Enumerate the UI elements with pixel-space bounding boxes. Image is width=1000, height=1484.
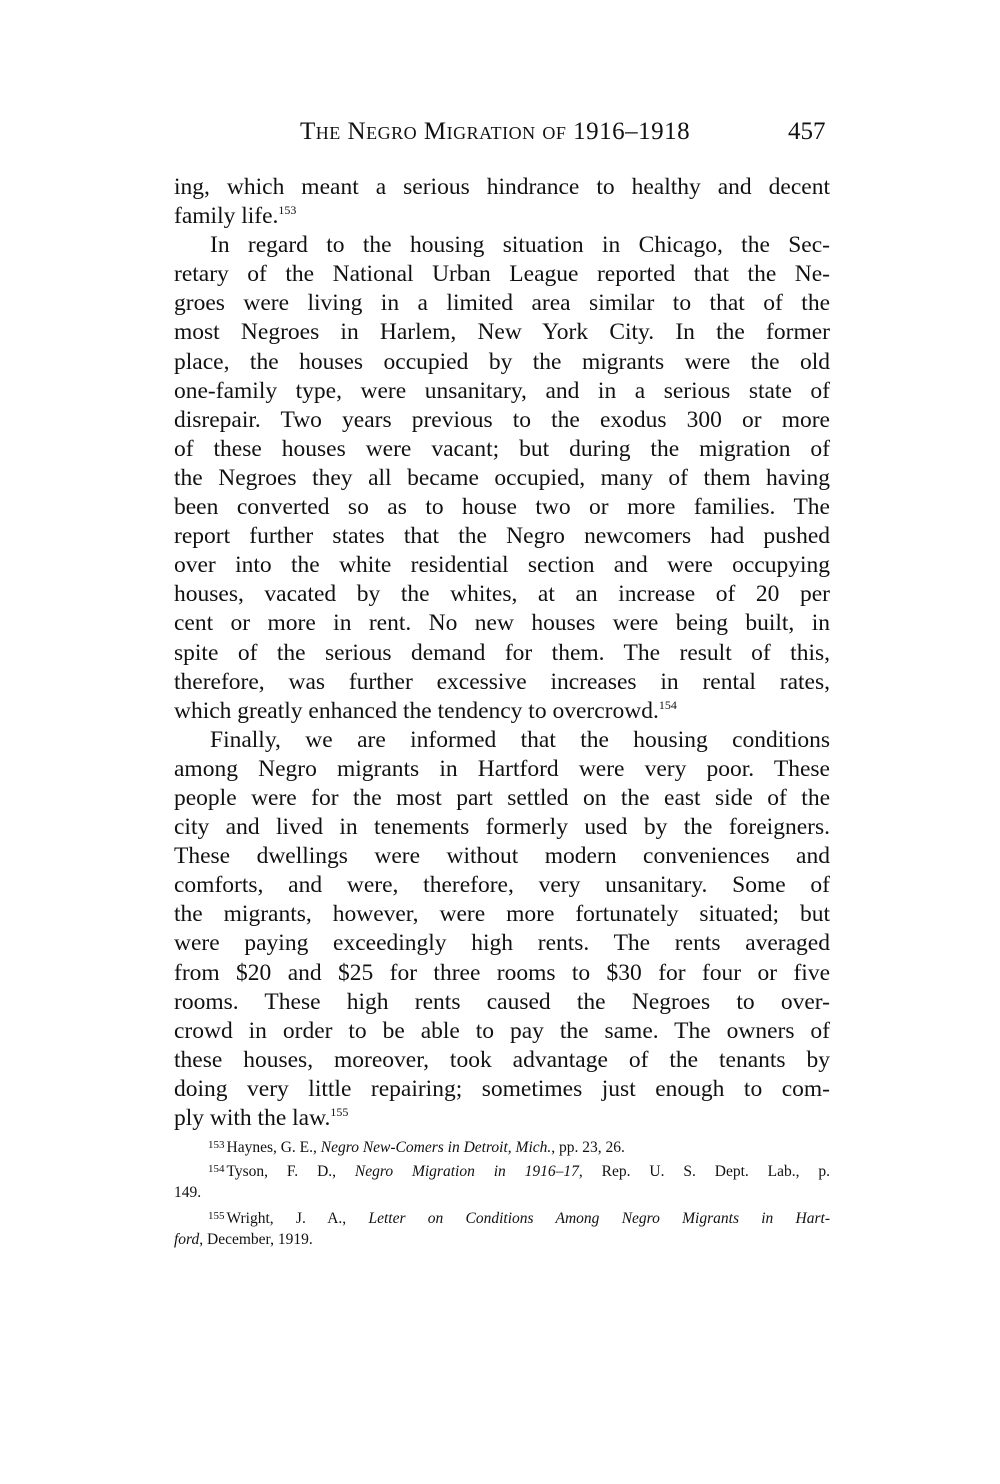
text-line-content: ply with the law. xyxy=(174,1105,331,1131)
text-line: city and lived in tenements formerly used by the foreigners. xyxy=(174,814,830,841)
text-line: In regard to the housing situation in Chicago, the Sec- xyxy=(210,232,830,259)
text-line: Finally, we are informed that the housing conditions xyxy=(210,726,830,753)
footnote-154 xyxy=(174,1158,830,1182)
text-line: cent or more in rent. No new houses were being built, in xyxy=(174,610,830,637)
text-line: place, the houses occupied by the migrants were the old xyxy=(174,348,830,375)
text-line xyxy=(174,202,830,231)
footnote-155 xyxy=(174,1205,830,1229)
text-line: of these houses were vacant; but during the migration of xyxy=(174,435,830,462)
footnote-rest: , December, 1919. xyxy=(199,1231,313,1248)
footnote-155-cont xyxy=(174,1228,830,1252)
text-line: were paying exceedingly high rents. The rents averaged xyxy=(174,930,830,957)
text-line: disrepair. Two years previous to the exodus 300 or more xyxy=(174,406,830,433)
text-line: people were for the most part settled on the east side of the xyxy=(174,784,830,811)
text-line: doing very little repairing; sometimes just enough to com- xyxy=(174,1075,830,1102)
footnote-154-cont: 149. xyxy=(174,1184,202,1201)
page-number: 457 xyxy=(788,118,826,145)
footnote-number: 154 xyxy=(208,1162,225,1175)
text-line xyxy=(174,1104,830,1133)
running-head-part: 1916–1918 xyxy=(566,118,691,145)
footnote-title-cont: ford xyxy=(174,1231,200,1248)
text-line xyxy=(174,697,830,726)
text-line: therefore, was further excessive increases in rental rates, xyxy=(174,668,830,695)
text-line: the Negroes they all became occupied, many of them having xyxy=(174,464,830,491)
footnote-author: Wright, J. A., xyxy=(226,1209,369,1227)
text-line: rooms. These high rents caused the Negroes to over- xyxy=(174,988,830,1015)
running-head xyxy=(300,118,690,146)
footnote-author: Tyson, F. D., xyxy=(226,1162,355,1180)
text-line: houses, vacated by the whites, at an increase of 20 per xyxy=(174,581,830,608)
footnote-title: Negro Migration in 1916–17 xyxy=(354,1162,579,1180)
text-line: retary of the National Urban League reported that the Ne- xyxy=(174,261,830,288)
footnote-ref: 155 xyxy=(330,1105,349,1119)
text-line: spite of the serious demand for them. The result of this, xyxy=(174,639,830,666)
running-head-part: T xyxy=(300,118,316,145)
running-head-part: of xyxy=(535,118,567,145)
text-line: ing, which meant a serious hindrance to healthy and decent xyxy=(174,174,830,200)
text-line: from $20 and $25 for three rooms to $30 for four or five xyxy=(174,959,830,986)
footnote-153 xyxy=(174,1134,830,1158)
text-line: groes were living in a limited area similar to that of the xyxy=(174,290,830,317)
footnote-number: 153 xyxy=(208,1139,225,1151)
text-line: report further states that the Negro newcomers had pushed xyxy=(174,523,830,550)
running-head-part: igration xyxy=(446,118,536,145)
footnote-ref: 154 xyxy=(658,697,677,712)
text-line: comforts, and were, therefore, very unsanitary. Some of xyxy=(174,872,830,899)
footnote-rest: , Rep. U. S. Dept. Lab., p. xyxy=(578,1162,830,1180)
text-line-content: which greatly enhanced the tendency to overcrowd. xyxy=(174,697,659,724)
body-text xyxy=(174,173,830,1133)
text-line: over into the white residential section and were occupying xyxy=(174,552,830,579)
footnotes xyxy=(174,1134,830,1252)
text-line: one-family type, were unsanitary, and in a serious state of xyxy=(174,377,830,404)
text-line: been converted so as to house two or more families. The xyxy=(174,494,830,521)
text-line: these houses, moreover, took advantage of the tenants by xyxy=(174,1046,830,1073)
running-head-part: he xyxy=(315,118,341,145)
text-line: These dwellings were without modern conveniences and xyxy=(174,843,830,870)
running-head-part: N xyxy=(340,118,367,145)
text-line: the migrants, however, were more fortunately situated; but xyxy=(174,901,830,928)
text-line: among Negro migrants in Hartford were very poor. These xyxy=(174,755,830,782)
footnote-title: Negro New-Comers in Detroit, Mich. xyxy=(320,1139,552,1156)
footnote-title: Letter on Conditions Among Negro Migrants in Hart- xyxy=(368,1209,830,1227)
text-line: most Negroes in Harlem, New York City. In the former xyxy=(174,319,830,346)
footnote-ref: 153 xyxy=(278,203,297,218)
text-line-content: family life. xyxy=(174,203,279,230)
footnote-author: Haynes, G. E., xyxy=(226,1139,321,1156)
text-line: crowd in order to be able to pay the same. The owners of xyxy=(174,1017,830,1044)
footnote-number: 155 xyxy=(208,1209,225,1222)
running-head-part: M xyxy=(417,118,447,145)
running-head-part: egro xyxy=(366,118,418,145)
footnote-rest: , pp. 23, 26. xyxy=(551,1139,625,1156)
